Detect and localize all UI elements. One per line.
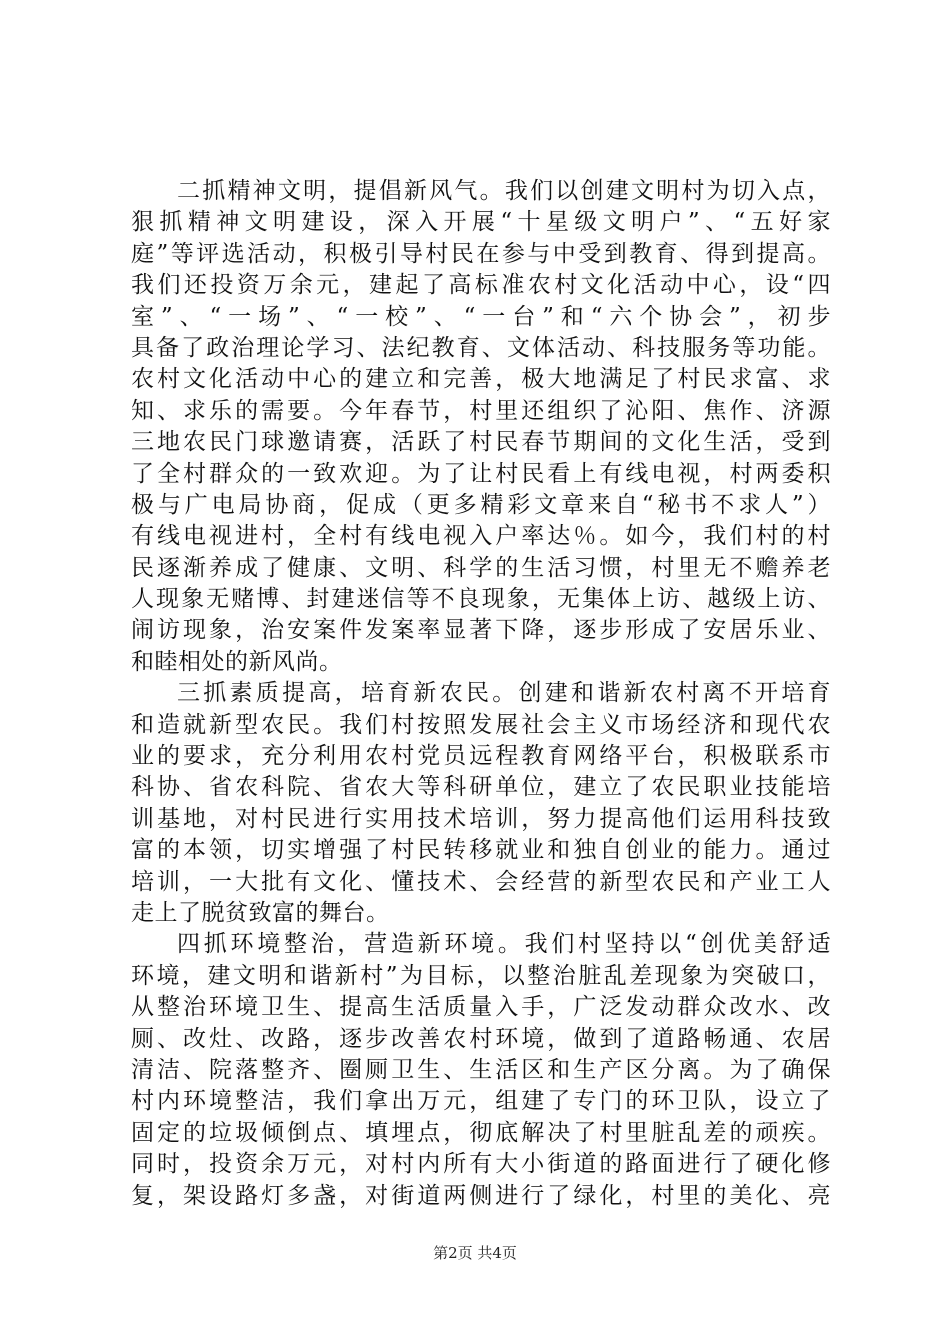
paragraph-4-line-6: 村内环境整洁，我们拿出万元，组建了专门的环卫队，设立了 — [131, 1088, 831, 1115]
paragraph-4-line-4: 厕、改灶、改路，逐步改善农村环境，做到了道路畅通、农居 — [131, 1025, 831, 1052]
paragraph-3-line-6: 富的本领，切实增强了村民转移就业和独自创业的能力。通过 — [131, 837, 831, 864]
paragraph-2-line-14: 人现象无赌博、封建迷信等不良现象，无集体上访、越级上访、 — [131, 586, 831, 613]
paragraph-2-line-3: 庭”等评选活动，积极引导村民在参与中受到教育、得到提高。 — [131, 240, 831, 267]
paragraph-4-line-3: 从整治环境卫生、提高生活质量入手，广泛发动群众改水、改 — [131, 994, 831, 1021]
document-body — [131, 176, 831, 1212]
paragraph-2-line-5: 室”、“一场”、“一校”、“一台”和“六个协会”，初步 — [131, 303, 831, 330]
paragraph-4-line-9: 复，架设路灯多盏，对街道两侧进行了绿化，村里的美化、亮 — [131, 1182, 831, 1209]
paragraph-2-line-16: 和睦相处的新风尚。 — [131, 648, 343, 675]
paragraph-4-line-8: 同时，投资余万元，对村内所有大小街道的路面进行了硬化修 — [131, 1151, 831, 1178]
paragraph-3-line-3: 业的要求，充分利用农村党员远程教育网络平台，积极联系市 — [131, 743, 831, 770]
paragraph-2-line-4: 我们还投资万余元，建起了高标准农村文化活动中心，设“四 — [131, 272, 831, 299]
paragraph-3-line-2: 和造就新型农民。我们村按照发展社会主义市场经济和现代农 — [131, 711, 831, 738]
page-number-footer: 第2页 共4页 — [433, 1244, 517, 1262]
paragraph-4-line-5: 清洁、院落整齐、圈厕卫生、生活区和生产区分离。为了确保 — [131, 1056, 831, 1083]
paragraph-3-line-7: 培训，一大批有文化、懂技术、会经营的新型农民和产业工人 — [131, 868, 831, 895]
paragraph-3-line-1: 三抓素质提高，培育新农民。创建和谐新农村离不开培育 — [177, 680, 831, 707]
paragraph-4-line-7: 固定的垃圾倾倒点、填埋点，彻底解决了村里脏乱差的顽疾。 — [131, 1119, 831, 1146]
paragraph-2-line-1: 二抓精神文明，提倡新风气。我们以创建文明村为切入点， — [177, 178, 831, 204]
paragraph-2-line-10: 了全村群众的一致欢迎。为了让村民看上有线电视，村两委积 — [131, 460, 831, 487]
paragraph-3-line-5: 训基地，对村民进行实用技术培训，努力提高他们运用科技致 — [131, 805, 831, 832]
paragraph-4-line-2: 环境，建文明和谐新村”为目标，以整治脏乱差现象为突破口， — [131, 962, 831, 989]
paragraph-2-line-9: 三地农民门球邀请赛，活跃了村民春节期间的文化生活，受到 — [131, 429, 831, 456]
paragraph-4-line-1: 四抓环境整治，营造新环境。我们村坚持以“创优美舒适 — [177, 931, 831, 958]
paragraph-2-line-6: 具备了政治理论学习、法纪教育、文体活动、科技服务等功能。 — [131, 334, 831, 361]
paragraph-2-line-2: 狠抓精神文明建设，深入开展“十星级文明户”、“五好家 — [131, 209, 831, 236]
paragraph-2-line-7: 农村文化活动中心的建立和完善，极大地满足了村民求富、求 — [131, 366, 831, 393]
paragraph-2-line-8: 知、求乐的需要。今年春节，村里还组织了沁阳、焦作、济源 — [131, 397, 831, 424]
paragraph-2-line-12: 有线电视进村，全村有线电视入户率达％。如今，我们村的村 — [131, 523, 831, 550]
paragraph-2-line-11: 极与广电局协商，促成（更多精彩文章来自“秘书不求人”） — [131, 491, 831, 518]
paragraph-2-line-15: 闹访现象，治安案件发案率显著下降，逐步形成了安居乐业、 — [131, 617, 831, 644]
paragraph-3-line-4: 科协、省农科院、省农大等科研单位，建立了农民职业技能培 — [131, 774, 831, 801]
paragraph-3-line-8: 走上了脱贫致富的舞台。 — [131, 899, 390, 926]
paragraph-2-line-13: 民逐渐养成了健康、文明、科学的生活习惯，村里无不赡养老 — [131, 554, 831, 581]
